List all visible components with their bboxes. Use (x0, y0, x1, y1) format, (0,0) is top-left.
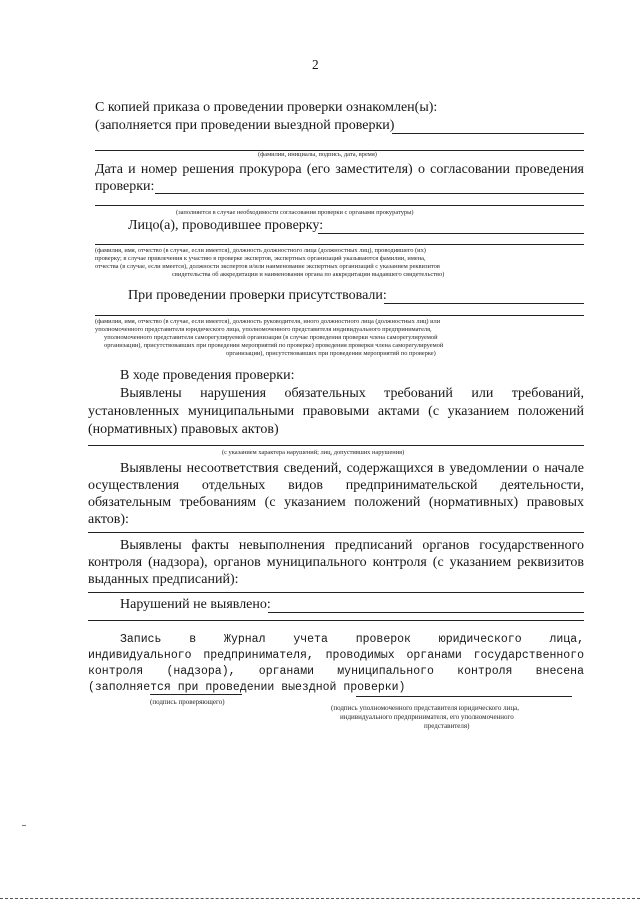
journal-line-4: (заполняется при проведении выездной проверки) (88, 681, 406, 694)
violations-fill-line[interactable] (88, 445, 584, 446)
non-compliance-line-3: выданных предписаний): (88, 572, 239, 587)
inspector-signature-caption: (подпись проверяющего) (150, 698, 225, 706)
inspector-fill-line[interactable] (318, 233, 584, 234)
present-caption-line-1: (фамилия, имя, отчество (в случае, если имеется), должность руководителя, иного должностного лица (должностных лиц) или (95, 318, 441, 325)
representative-caption-line-2: индивидуального предпринимателя, его уполномоченного (340, 713, 514, 721)
inconsistencies-line-1: Выявлены несоответствия сведений, содержащихся в уведомлении о начале (120, 461, 584, 476)
inspector-label: Лицо(а), проводившее проверку: (128, 218, 324, 233)
scan-edge-line (0, 898, 640, 899)
copy-ack-line-1: С копией приказа о проведении проверки ознакомлен(ы): (95, 100, 438, 115)
journal-line-2: индивидуального предпринимателя, проводимых органами государственного (88, 649, 584, 662)
inconsistencies-line-2: осуществления отдельных видов предпринимательской деятельности, (88, 478, 584, 493)
prosecutor-line-2: проверки: (95, 179, 155, 194)
inconsistencies-line-3: обязательным требованиям (с указанием положений (нормативных) правовых (88, 495, 584, 510)
present-label: При проведении проверки присутствовали: (128, 288, 387, 303)
no-violations-fill-line[interactable] (268, 612, 584, 613)
inspector-caption-line-4: свидетельства об аккредитации и наименования органа по аккредитации выдавшего свидетельство) (172, 271, 445, 278)
copy-ack-line-2: (заполняется при проведении выездной проверки) (95, 118, 395, 133)
present-caption-line-3: уполномоченного представителя саморегулируемой организации (в случае проведения проверки члена саморегулируемой (104, 334, 438, 341)
violations-line-3: (нормативных) правовых актов) (88, 422, 279, 437)
no-violations-fill-line-2[interactable] (88, 620, 584, 621)
present-caption-line-2: уполномоченного представителя юридического лица, уполномоченного представителя индивидуального предпринимателя, (95, 326, 432, 333)
violations-line-2: установленных муниципальными правовыми актами (с указанием положений (88, 404, 584, 419)
inspector-fill-line-2[interactable] (95, 244, 584, 245)
scan-speck (22, 825, 26, 826)
non-compliance-fill-line[interactable] (88, 592, 584, 593)
inspector-caption-line-3: отчества (в случае, если имеется), должности экспертов и/или наименование экспертных организаций с указанием реквизитов (95, 263, 440, 270)
journal-line-3: контроля (надзора), органами муниципального контроля внесена (88, 665, 584, 678)
present-caption-line-4: организации), присутствовавших при проведении мероприятий по проверке) проведения проверки члена саморегулируемой (104, 342, 444, 349)
prosecutor-fill-line[interactable] (155, 193, 584, 194)
inspector-signature-line[interactable] (150, 694, 242, 695)
copy-ack-fill-line[interactable] (392, 133, 584, 134)
non-compliance-line-2: контроля (надзора), органов муниципального контроля (с указанием реквизитов (88, 555, 584, 570)
representative-caption-line-1: (подпись уполномоченного представителя юридического лица, (331, 704, 519, 712)
prosecutor-caption: (заполняется в случае необходимости согласования проверки с органами прокуратуры) (176, 209, 414, 216)
present-caption-line-5: организации), присутствовавших при проведении мероприятий по проверке) (226, 350, 436, 357)
violations-caption: (с указанием характера нарушений; лиц, допустивших нарушения) (222, 449, 405, 456)
inspector-caption-line-2: проверку; в случае привлечения к участию в проверке экспертов, экспертных организаций указываются фамилии, имена, (95, 255, 426, 262)
journal-line-1: Запись в Журнал учета проверок юридического лица, (120, 633, 584, 646)
violations-line-1: Выявлены нарушения обязательных требований или требований, (120, 386, 584, 401)
inconsistencies-fill-line[interactable] (88, 532, 584, 533)
present-fill-line-2[interactable] (95, 315, 584, 316)
inconsistencies-line-4: актов): (88, 512, 129, 527)
representative-signature-line[interactable] (356, 696, 572, 697)
non-compliance-line-1: Выявлены факты невыполнения предписаний органов государственного (120, 538, 584, 553)
copy-ack-caption: (фамилии, инициалы, подпись, дата, время) (258, 151, 377, 158)
representative-caption-line-3: представителя) (424, 722, 470, 730)
present-fill-line[interactable] (384, 303, 584, 304)
no-violations-label: Нарушений не выявлено: (120, 597, 271, 612)
findings-heading: В ходе проведения проверки: (120, 368, 295, 383)
prosecutor-fill-line-2[interactable] (95, 205, 584, 206)
prosecutor-line-1: Дата и номер решения прокурора (его заместителя) о согласовании проведения (95, 162, 584, 177)
page-number: 2 (312, 57, 319, 72)
inspector-caption-line-1: (фамилия, имя, отчество (в случае, если имеется), должность должностного лица (должностных лиц), проводившего (их) (95, 247, 426, 254)
